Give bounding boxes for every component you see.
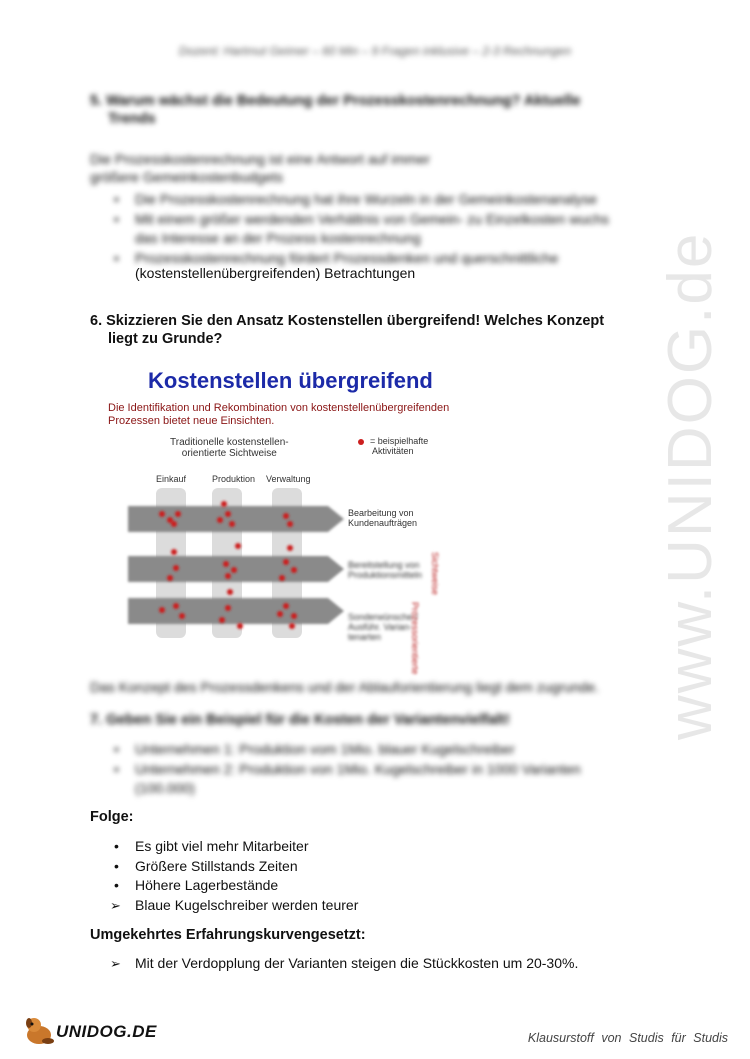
list-item: • Unternehmen 2: Produktion von 1Mio. Kugelschreiber in 1000 Varianten	[90, 760, 670, 780]
folge-list	[90, 837, 650, 915]
q7-bullets	[90, 740, 670, 799]
list-item-cont	[90, 779, 670, 799]
list-item: • Unternehmen 1: Produktion vom 1Mio. blauer Kugelschreiber	[90, 740, 670, 760]
folge-heading: Folge:	[90, 809, 134, 825]
side-label-2: Sichtweise	[430, 552, 440, 596]
list-item: • Höhere Lagerbestände	[90, 876, 650, 896]
arrow-label-line: tenarten	[348, 632, 382, 642]
q5-intro-cont: größere Gemeinkostenbudgets	[90, 169, 283, 185]
list-item-cont	[90, 229, 670, 249]
umgekehrt-list	[90, 954, 690, 974]
legend	[358, 436, 428, 456]
arrow-label-2	[348, 560, 422, 580]
list-item-text: (100.000)	[135, 780, 195, 796]
logo-text: UNIDOG.DE	[56, 1022, 157, 1041]
diagram-title: Kostenstellen übergreifend	[148, 368, 433, 393]
process-diagram	[100, 362, 480, 675]
column-label-produktion: Produktion	[212, 474, 256, 484]
list-item: • Es gibt viel mehr Mitarbeiter	[90, 837, 650, 857]
watermark: www.UNIDOG.de	[656, 231, 725, 740]
column-label-einkauf: Einkauf	[156, 474, 187, 484]
q5-bullet-last: (kostenstellenübergreifenden) Betrachtungen	[135, 265, 416, 281]
q6-answer: Das Konzept des Prozessdenkens und der Ablauforientierung liegt dem zugrunde.	[90, 679, 599, 695]
list-item: • Prozesskostenrechnung fördert Prozessdenken und querschnittliche	[90, 249, 670, 269]
list-item: • Die Prozesskostenrechnung hat ihre Wurzeln in der Gemeinkostenanalyse	[90, 190, 670, 210]
q7-title: 7. Geben Sie ein Beispiel für die Kosten der Variantenvielfalt!	[90, 712, 510, 728]
question-5	[90, 92, 650, 186]
question-6	[90, 312, 650, 348]
list-item-arrow: ➢ Blaue Kugelschreiber werden teurer	[90, 896, 650, 916]
q6-title-cont: liegt zu Grunde?	[108, 331, 223, 347]
legend-dot-icon	[358, 439, 364, 445]
side-label-1: Prozessorientierte	[410, 602, 420, 675]
q5-title-cont: Trends	[108, 111, 156, 127]
legend-text: Aktivitäten	[372, 446, 414, 456]
diagram-graphic	[100, 482, 480, 662]
arrow-label-line: Bearbeitung von	[348, 508, 414, 518]
list-item: • Größere Stillstands Zeiten	[90, 857, 650, 877]
list-item-arrow: ➢ Mit der Verdopplung der Varianten steigen die Stückkosten um 20-30%.	[90, 954, 690, 974]
q5-bullets	[90, 190, 670, 268]
umgekehrt-heading: Umgekehrtes Erfahrungskurvengesetzt:	[90, 927, 366, 943]
question-7	[90, 711, 650, 729]
arrow-label-line: Ausführ. Varian-	[348, 622, 412, 632]
traditional-line: orientierte Sichtweise	[181, 448, 277, 459]
arrow-label-line: Sonderwünsche /	[348, 612, 418, 622]
page-header: Dozent: Hartmut Geimer – 60 Min – 9 Fragen inklusive – 2-3 Rechnungen	[178, 44, 572, 58]
arrow-label-3	[348, 612, 418, 642]
list-item: • Mit einem größer werdenden Verhältnis von Gemein- zu Einzelkosten wuchs	[90, 210, 670, 230]
q5-title: 5. Warum wächst die Bedeutung der Prozesskostenrechnung? Aktuelle	[90, 93, 581, 109]
arrow-label-line: Produktionsmitteln	[348, 570, 423, 580]
list-item-text: das Interesse an der Prozess kostenrechnung	[135, 230, 421, 246]
diagram-subtitle-line: Die Identifikation und Rekombination von kostenstellenübergreifenden	[108, 402, 450, 414]
process-arrow-1	[128, 506, 344, 532]
legend-text: = beispielhafte	[370, 436, 429, 446]
diagram-subtitle	[108, 402, 449, 428]
arrow-label-1	[348, 508, 417, 528]
column-label-verwaltung: Verwaltung	[266, 474, 311, 484]
q6-title: 6. Skizzieren Sie den Ansatz Kostenstellen übergreifend! Welches Konzept	[90, 313, 605, 329]
unidog-logo[interactable]	[22, 1013, 157, 1047]
arrow-label-line: Bereitstellung von	[348, 560, 420, 570]
arrow-label-line: Kundenaufträgen	[348, 518, 418, 528]
traditional-line: Traditionelle kostenstellen-	[170, 437, 289, 448]
traditional-view-label	[170, 437, 289, 459]
q5-intro: Die Prozesskostenrechnung ist eine Antwort auf immer	[90, 151, 431, 167]
dog-icon	[22, 1013, 56, 1047]
footer-tagline: Klausurstoff von Studis für Studis	[527, 1031, 728, 1045]
diagram-subtitle-line: Prozessen bietet neue Einsichten.	[108, 415, 275, 427]
